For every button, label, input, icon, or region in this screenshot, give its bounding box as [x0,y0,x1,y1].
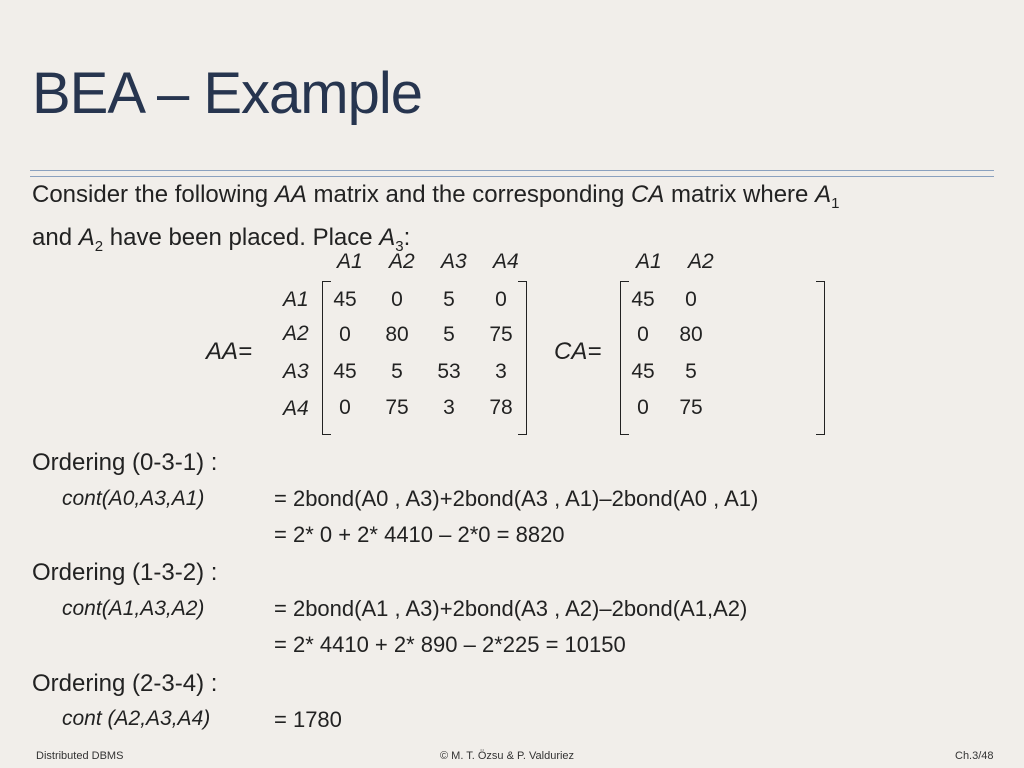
aa-cell: 45 [333,288,357,311]
slide-title: BEA – Example [32,61,422,126]
ca-cell: 0 [685,288,697,311]
ca-col-header: A2 [688,250,714,273]
aa-col-header: A4 [493,250,519,273]
intro-text-part: matrix and the corresponding [306,181,632,208]
aa-col-header: A2 [389,250,415,273]
footer-center: © M. T. Özsu & P. Valduriez [440,750,575,762]
aa-cell: 0 [391,288,403,311]
ordering-label: Ordering (1-3-2) : [32,559,218,586]
aa-cell: 0 [339,323,351,346]
footer-right: Ch.3/48 [955,750,994,762]
intro-text-part: matrix where [664,181,816,208]
intro-text-part: : [403,223,411,251]
ordering-result: = 2* 0 + 2* 4410 – 2*0 = 8820 [274,522,565,547]
aa-cell: 0 [495,288,507,311]
ca-cell: 75 [679,396,703,419]
title-rule [30,170,994,171]
intro-text-part: and [32,223,79,251]
aa-cell: 3 [443,396,455,419]
ca-col-header: A1 [636,250,662,273]
aa-cell: 78 [489,396,513,419]
intro-sub: 2 [94,237,104,255]
intro-a: A [379,223,396,251]
ca-label: CA= [554,338,602,365]
aa-col-header: A1 [337,250,363,273]
ordering-cont: cont(A0,A3,A1) [62,487,205,510]
ca-cell: 45 [631,360,655,383]
ordering-label: Ordering (2-3-4) : [32,670,218,697]
ordering-equation: = 2bond(A0 , A3)+2bond(A3 , A1)–2bond(A0 , A1) [274,486,759,511]
aa-cell: 3 [495,360,507,383]
aa-cell: 53 [437,360,461,383]
aa-cell: 45 [333,360,357,383]
intro-text-part: Consider the following [32,181,275,208]
aa-cell: 5 [443,288,455,311]
intro-aa: AA [274,181,307,208]
ordering-cont: cont(A1,A3,A2) [62,597,205,620]
intro-sub: 1 [831,194,840,212]
ordering-equation: = 2bond(A1 , A3)+2bond(A3 , A2)–2bond(A1,A2) [274,596,748,621]
intro-a: A [78,223,95,251]
ca-cell: 80 [679,323,703,346]
ordering-label: Ordering (0-3-1) : [32,449,218,476]
ca-cell: 0 [637,323,649,346]
intro-sub: 3 [395,237,404,255]
footer-left: Distributed DBMS [36,750,124,762]
aa-row-header: A4 [283,397,309,420]
ordering-cont: cont (A2,A3,A4) [62,707,211,730]
intro-ca: CA [631,181,665,208]
aa-cell: 5 [443,323,455,346]
ca-cell: 45 [631,288,655,311]
ordering-result: = 2* 4410 + 2* 890 – 2*225 = 10150 [274,632,626,657]
title-rule-2 [30,176,994,177]
ordering-equation: = 1780 [274,707,342,732]
aa-cell: 80 [385,323,409,346]
aa-cell: 75 [489,323,513,346]
aa-row-header: A1 [283,288,309,311]
ca-cell: 5 [685,360,697,383]
aa-row-header: A3 [283,360,309,383]
ca-cell: 0 [637,396,649,419]
intro-a: A [815,181,832,208]
ca-right-bracket [816,281,825,435]
aa-col-header: A3 [441,250,467,273]
aa-cell: 75 [385,396,409,419]
aa-cell: 0 [339,396,351,419]
aa-row-header: A2 [283,322,309,345]
aa-cell: 5 [391,360,403,383]
intro-text-part: have been placed. Place [103,223,380,251]
aa-label: AA= [206,338,253,365]
